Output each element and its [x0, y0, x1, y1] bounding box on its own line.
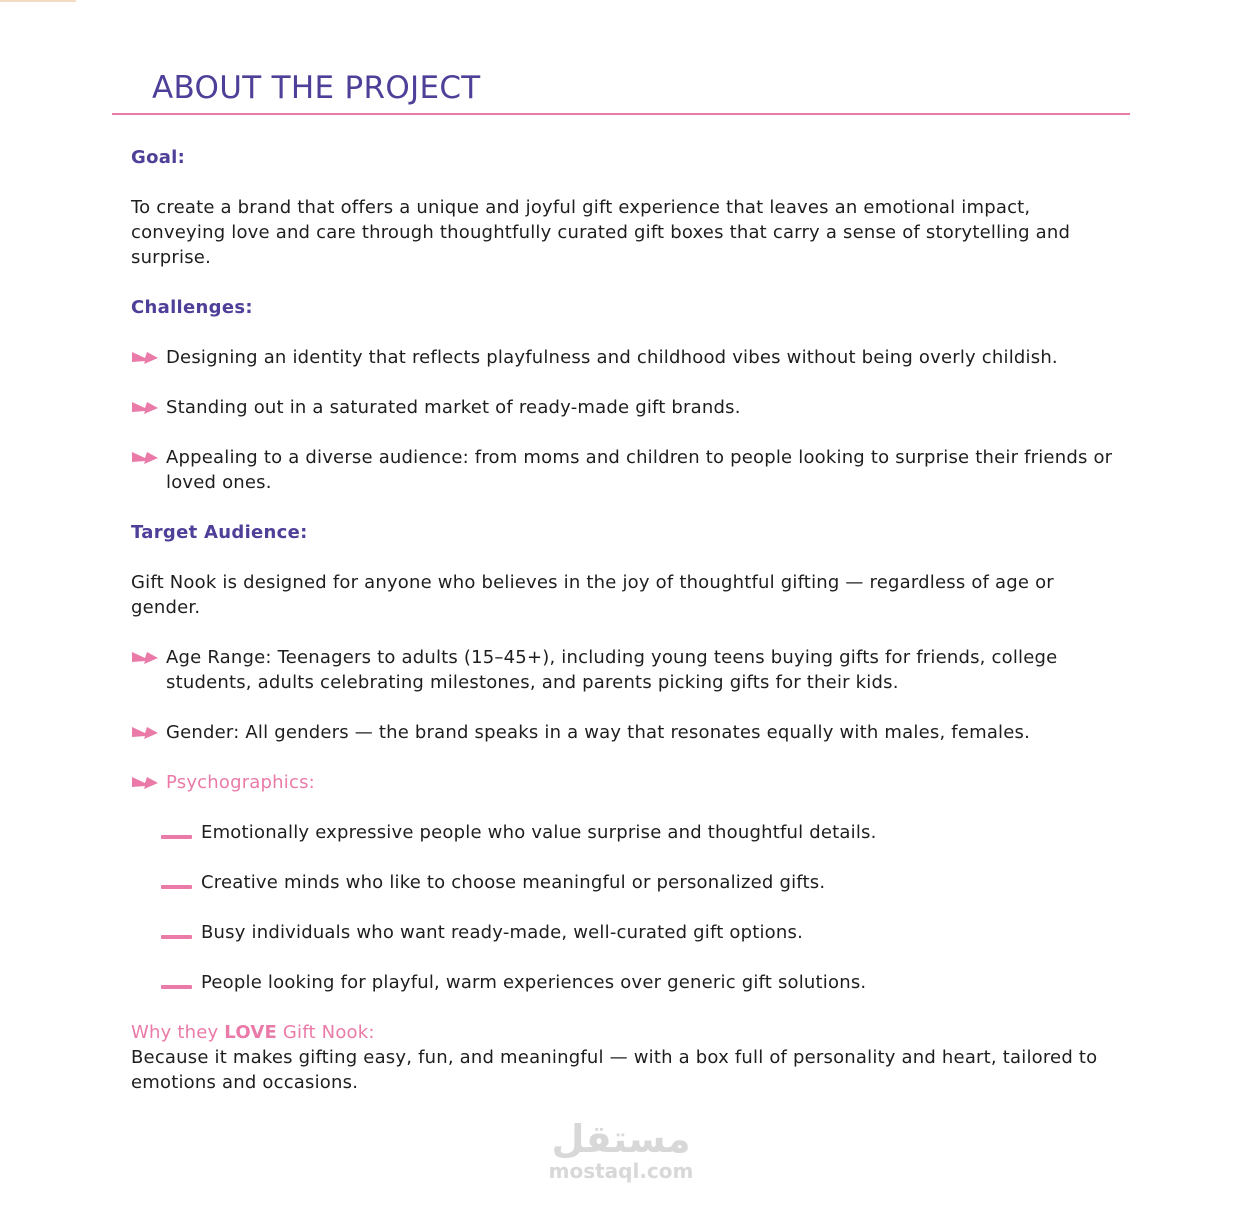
psychographic-text: Creative minds who like to choose meaningful or personalized gifts.	[201, 872, 826, 893]
title-divider	[112, 113, 1130, 115]
pink-arrow-icon	[131, 449, 159, 466]
why-prefix: Why they	[131, 1022, 225, 1043]
psychographic-text: Busy individuals who want ready-made, well-curated gift options.	[201, 922, 803, 943]
challenge-item	[131, 345, 1121, 370]
challenges-heading: Challenges:	[131, 297, 253, 318]
psychographic-text: People looking for playful, warm experiences over generic gift solutions.	[201, 972, 867, 993]
psychographic-item	[131, 870, 1121, 895]
pink-arrow-icon	[131, 724, 159, 741]
pink-dash-icon	[161, 985, 192, 989]
challenge-text: Designing an identity that reflects playfulness and childhood vibes without being overly childish.	[166, 347, 1058, 368]
audience-item	[131, 645, 1121, 695]
pink-dash-icon	[161, 935, 192, 939]
pink-dash-icon	[161, 835, 192, 839]
why-emphasis: LOVE	[224, 1022, 277, 1043]
psychographics-label: Psychographics:	[166, 772, 315, 793]
audience-intro: Gift Nook is designed for anyone who believes in the joy of thoughtful gifting — regardless of age or gender.	[131, 572, 1054, 618]
psychographic-item	[131, 970, 1121, 995]
challenge-item	[131, 395, 1121, 420]
audience-text: Gender: All genders — the brand speaks in a way that resonates equally with males, females.	[166, 722, 1031, 743]
watermark-logo: مستقل	[551, 1117, 691, 1161]
audience-item	[131, 720, 1121, 745]
pink-arrow-icon	[131, 774, 159, 791]
goal-heading: Goal:	[131, 147, 186, 168]
goal-text: To create a brand that offers a unique and joyful gift experience that leaves an emotional impact, conveying love and care through thoughtfully curated gift boxes that carry a sense of storytelling and surprise.	[131, 197, 1071, 268]
psychographic-item	[131, 920, 1121, 945]
challenge-text: Appealing to a diverse audience: from moms and children to people looking to surprise their friends or loved ones.	[166, 447, 1113, 493]
watermark-url: mostaql.com	[548, 1159, 694, 1183]
psychographic-item	[131, 820, 1121, 845]
pink-arrow-icon	[131, 349, 159, 366]
pink-dash-icon	[161, 885, 192, 889]
why-love-text: Because it makes gifting easy, fun, and meaningful — with a box full of personality and heart, tailored to emotions and occasions.	[131, 1047, 1098, 1093]
page-title: ABOUT THE PROJECT	[152, 70, 481, 106]
challenge-text: Standing out in a saturated market of ready-made gift brands.	[166, 397, 741, 418]
why-suffix: Gift Nook:	[276, 1022, 375, 1043]
corner-accent-line	[0, 0, 76, 2]
target-audience-heading: Target Audience:	[131, 522, 308, 543]
pink-arrow-icon	[131, 399, 159, 416]
audience-text: Age Range: Teenagers to adults (15–45+), including young teens buying gifts for friends, college students, adults celebrating milestones, and parents picking gifts for their kids.	[166, 647, 1058, 693]
pink-arrow-icon	[131, 649, 159, 666]
mostaql-watermark	[546, 1118, 696, 1182]
why-love-heading	[131, 1020, 1121, 1045]
psychographics-item	[131, 770, 1121, 795]
project-content	[131, 145, 1121, 1095]
challenge-item	[131, 445, 1121, 495]
psychographic-text: Emotionally expressive people who value surprise and thoughtful details.	[201, 822, 877, 843]
